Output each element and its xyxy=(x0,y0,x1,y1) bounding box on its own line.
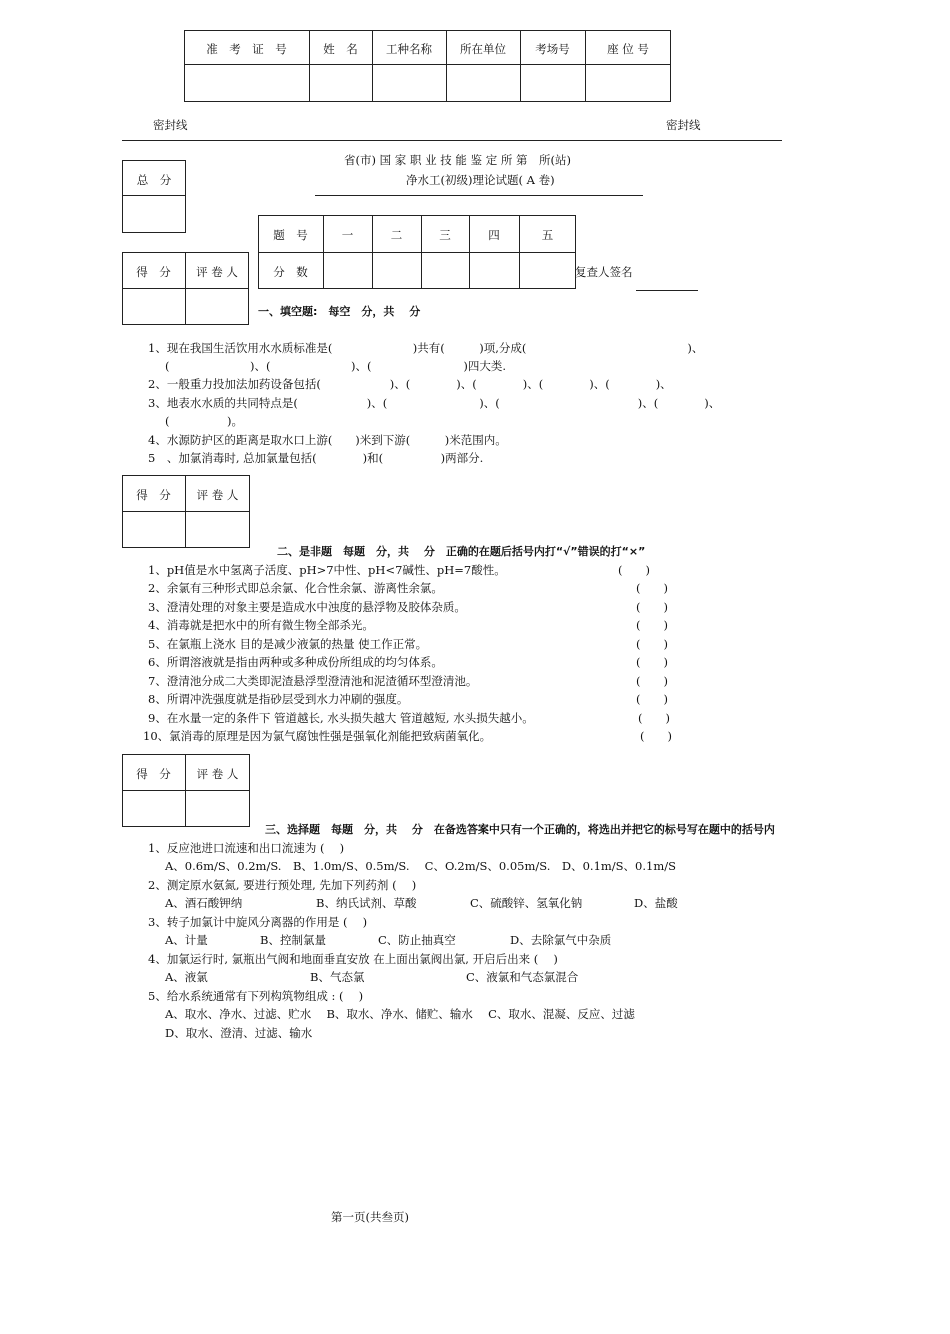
header-col-room: 考场号 xyxy=(535,42,570,56)
choice-q2-option-d: D、盐酸 xyxy=(634,896,678,910)
title-underline xyxy=(315,195,643,196)
question-num-5: 五 xyxy=(541,228,554,242)
seal-line-left: 密封线 xyxy=(153,118,188,132)
seal-divider xyxy=(122,140,782,141)
tf-item-4: 4、消毒就是把水中的所有微生物全部杀光。 xyxy=(148,618,374,632)
question-num-3: 三 xyxy=(439,228,451,242)
question-num-4: 四 xyxy=(488,228,500,242)
grader-score-label: 得 分 xyxy=(136,488,171,502)
fill-q5: 5 、加氯消毒时, 总加氯量包括( )和( )两部分. xyxy=(148,451,484,465)
fill-q2: 2、一般重力投加法加药设备包括( )、( )、( )、( )、( )、 xyxy=(148,377,672,391)
choice-q4-option-a: A、液氯 xyxy=(165,970,208,984)
fill-q3-line2: ( )。 xyxy=(165,414,243,428)
tf-item-8: 8、所谓冲洗强度就是指砂层受到水力冲刷的强度。 xyxy=(148,692,409,706)
seal-line-right: 密封线 xyxy=(666,118,701,132)
fill-q4: 4、水源防护区的距离是取水口上游( )米到下游( )米范围内。 xyxy=(148,433,507,447)
tf-item-2: 2、余氯有三种形式即总余氯、化合性余氯、游离性余氯。 xyxy=(148,581,443,595)
fill-q3-line1: 3、地表水水质的共同特点是( )、( )、( )、( )、 xyxy=(148,396,721,410)
tf-answer-5: ( ) xyxy=(636,637,668,651)
org-title: 省(市) 国 家 职 业 技 能 鉴 定 所 第 所(站) xyxy=(344,153,571,167)
fill-q1-line1: 1、现在我国生活饮用水水质标准是( )共有( )项,分成( )、 xyxy=(148,341,704,355)
tf-item-5: 5、在氯瓶上浇水 目的是减少液氯的热量 使工作正常。 xyxy=(148,637,428,651)
header-col-unit: 所在单位 xyxy=(460,42,506,56)
choice-q3-option-b: B、控制氯量 xyxy=(260,933,326,947)
header-col-seat: 座 位 号 xyxy=(607,42,649,56)
tf-item-1: 1、pH值是水中氢离子活度、pH>7中性、pH<7碱性、pH=7酸性。 xyxy=(148,563,506,577)
tf-item-9: 9、在水量一定的条件下 管道越长, 水头损失越大 管道越短, 水头损失越小。 xyxy=(148,711,534,725)
reviewer-signature-label: 复查人签名 xyxy=(575,265,633,279)
choice-q3-option-d: D、去除氯气中杂质 xyxy=(510,933,612,947)
reviewer-signature-line xyxy=(636,290,698,291)
choice-q3: 3、转子加氯计中旋风分离器的作用是 ( ) xyxy=(148,915,368,929)
tf-answer-7: ( ) xyxy=(636,674,668,688)
tf-answer-2: ( ) xyxy=(636,581,668,595)
question-num-1: 一 xyxy=(341,228,354,242)
choice-q4-option-b: B、气态氯 xyxy=(310,970,365,984)
grader-score-label: 得 分 xyxy=(136,767,171,781)
tf-answer-6: ( ) xyxy=(636,655,668,669)
choice-q2-option-a: A、酒石酸钾纳 xyxy=(165,896,243,910)
tf-item-10: 10、氯消毒的原理是因为氯气腐蚀性强是强氧化剂能把致病菌氧化。 xyxy=(143,729,492,743)
grader-reviewer-label: 评 卷 人 xyxy=(196,265,238,279)
choice-q2-option-b: B、纳氏试剂、草酸 xyxy=(316,896,417,910)
choice-q1: 1、反应池进口流速和出口流速为 ( ) xyxy=(148,841,345,855)
section1-title: 一、填空题: 每空 分，共 分 xyxy=(258,305,421,318)
page-footer: 第一页(共叁页) xyxy=(331,1210,409,1224)
exam-title: 净水工(初级)理论试题( A 卷) xyxy=(406,173,555,187)
grader-reviewer-label: 评 卷 人 xyxy=(196,488,239,502)
choice-q5-options-line2: D、取水、澄清、过滤、输水 xyxy=(165,1026,313,1040)
score-row-label: 分 数 xyxy=(273,265,308,279)
header-col-trade: 工种名称 xyxy=(386,42,432,56)
tf-item-6: 6、所谓溶液就是指由两种或多种成份所组成的均匀体系。 xyxy=(148,655,443,669)
header-col-name: 姓 名 xyxy=(323,42,358,56)
grader-reviewer-label: 评 卷 人 xyxy=(196,767,239,781)
tf-answer-9: ( ) xyxy=(638,711,670,725)
fill-q1-line2: ( )、( )、( )四大类. xyxy=(165,359,507,373)
choice-q5: 5、给水系统通常有下列构筑物组成 : ( ) xyxy=(148,989,364,1003)
tf-item-3: 3、澄清处理的对象主要是造成水中浊度的悬浮物及胶体杂质。 xyxy=(148,600,466,614)
tf-answer-8: ( ) xyxy=(636,692,668,706)
total-score-label: 总 分 xyxy=(136,173,172,187)
choice-q1-options: A、0.6m/S、0.2m/S. B、1.0m/S、0.5m/S. C、O.2m/S、0.05m/S. D、0.1m/S、0.1m/S xyxy=(165,859,676,873)
tf-answer-4: ( ) xyxy=(636,618,668,632)
header-col-exam-id: 准 考 证 号 xyxy=(206,42,287,56)
choice-q4: 4、加氯运行时, 氯瓶出气阀和地面垂直安放 在上面出氯阀出氯, 开启后出来 ( ) xyxy=(148,952,558,966)
choice-q5-options-line1: A、取水、净水、过滤、贮水 B、取水、净水、储贮、输水 C、取水、混凝、反应、过滤 xyxy=(165,1007,635,1021)
grader-score-label: 得 分 xyxy=(136,265,171,279)
section2-title: 二、是非题 每题 分，共 分 正确的在题后括号内打“√”错误的打“×” xyxy=(277,545,646,558)
tf-answer-1: ( ) xyxy=(618,563,650,577)
section3-title: 三、选择题 每题 分，共 分 在备选答案中只有一个正确的，将选出并把它的标号写在题中的括号内 xyxy=(265,823,775,836)
question-number-label: 题 号 xyxy=(273,228,308,242)
tf-answer-10: ( ) xyxy=(640,729,672,743)
choice-q4-option-c: C、液氯和气态氯混合 xyxy=(466,970,579,984)
choice-q2: 2、测定原水氨氮, 要进行预处理, 先加下列药剂 ( ) xyxy=(148,878,417,892)
tf-item-7: 7、澄清池分成二大类即泥渣悬浮型澄清池和泥渣循环型澄清池。 xyxy=(148,674,478,688)
tf-answer-3: ( ) xyxy=(636,600,668,614)
question-num-2: 二 xyxy=(390,228,403,242)
choice-q3-option-a: A、计量 xyxy=(165,933,208,947)
choice-q3-option-c: C、防止抽真空 xyxy=(378,933,456,947)
choice-q2-option-c: C、硫酸锌、氢氧化钠 xyxy=(470,896,583,910)
